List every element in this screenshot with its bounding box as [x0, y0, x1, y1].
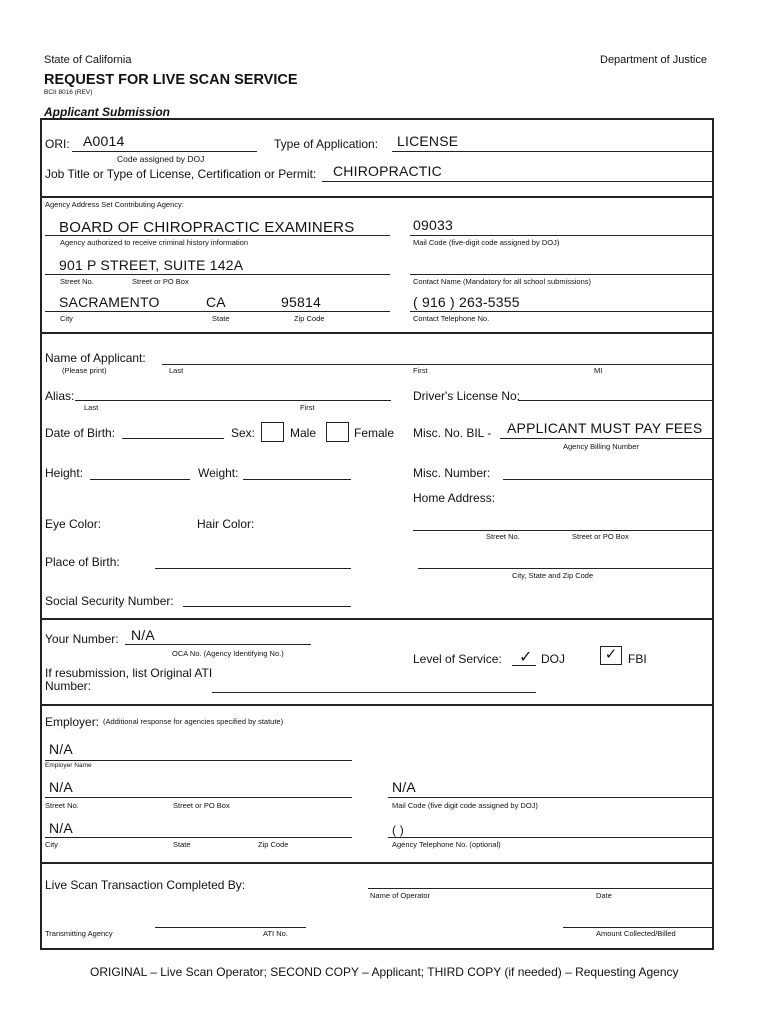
employer-mail-code-label: Mail Code (five digit code assigned by DOJ) — [392, 801, 538, 810]
employer-phone-label: Agency Telephone No. (optional) — [392, 840, 501, 849]
level-of-service-label: Level of Service: — [413, 652, 502, 666]
section-title: Applicant Submission — [44, 105, 171, 119]
form-number: BCII 8016 (REV) — [44, 89, 93, 96]
agency-zip-label: Zip Code — [294, 314, 325, 323]
male-label: Male — [290, 426, 317, 440]
resubmission-label-1: If resubmission, list Original ATI — [45, 666, 213, 680]
employer-zip-label: Zip Code — [258, 840, 289, 849]
type-of-application-label: Type of Application: — [274, 137, 379, 151]
misc-bil-label: Misc. No. BIL - — [413, 426, 492, 440]
city-state-zip-label: City, State and Zip Code — [512, 571, 594, 580]
agency-header: Agency Address Set Contributing Agency: — [45, 200, 184, 209]
job-title-label: Job Title or Type of License, Certification or Permit: — [45, 167, 317, 181]
employer-name[interactable]: N/A — [49, 741, 73, 757]
alias-first-label: First — [300, 403, 315, 412]
misc-number-label: Misc. Number: — [413, 466, 491, 480]
agency-name-label: Agency authorized to receive criminal history information — [60, 238, 249, 247]
eye-color-label: Eye Color: — [45, 517, 102, 531]
agency-street-po-label: Street or PO Box — [132, 277, 189, 286]
agency-zip[interactable]: 95814 — [281, 294, 321, 310]
employer-city-label: City — [45, 840, 58, 849]
ori-value[interactable]: A0014 — [83, 133, 125, 149]
live-scan-completed-label: Live Scan Transaction Completed By: — [45, 878, 246, 892]
home-street-no-label: Street No. — [486, 532, 520, 541]
place-of-birth-label: Place of Birth: — [45, 555, 120, 569]
oca-label: OCA No. (Agency Identifying No.) — [172, 649, 284, 658]
name-first-label: First — [413, 366, 428, 375]
home-address-label: Home Address: — [413, 491, 496, 505]
sex-label: Sex: — [231, 426, 256, 440]
doj-label: DOJ — [541, 652, 565, 666]
employer-note: (Additional response for agencies specified by statute) — [103, 717, 284, 726]
job-title-value[interactable]: CHIROPRACTIC — [333, 163, 442, 179]
applicant-name-label: Name of Applicant: — [45, 351, 146, 365]
ori-sublabel: Code assigned by DOJ — [117, 154, 205, 164]
dob-label: Date of Birth: — [45, 426, 116, 440]
agency-street-no-label: Street No. — [60, 277, 94, 286]
operator-label: Name of Operator — [370, 891, 431, 900]
male-checkbox[interactable] — [261, 422, 284, 442]
hair-color-label: Hair Color: — [197, 517, 255, 531]
employer-state-label: State — [173, 840, 191, 849]
female-label: Female — [354, 426, 395, 440]
agency-city[interactable]: SACRAMENTO — [59, 294, 160, 310]
department-label: Department of Justice — [600, 54, 707, 66]
agency-billing-label: Agency Billing Number — [563, 442, 639, 451]
employer-mail-code[interactable]: N/A — [392, 779, 416, 795]
doj-check[interactable]: ✓ — [519, 649, 533, 666]
employer-phone[interactable]: ( ) — [392, 823, 404, 837]
type-of-application-value[interactable]: LICENSE — [397, 133, 459, 149]
state-label: State of California — [44, 54, 132, 66]
ati-label: ATI No. — [263, 929, 288, 938]
weight-label: Weight: — [198, 466, 239, 480]
applicant-section — [40, 332, 714, 620]
agency-contact-label: Contact Name (Mandatory for all school submissions) — [413, 277, 591, 286]
misc-bil-value[interactable]: APPLICANT MUST PAY FEES — [507, 420, 703, 436]
height-label: Height: — [45, 466, 84, 480]
fbi-checkbox[interactable]: ✓ — [600, 646, 622, 665]
name-mi-label: MI — [594, 366, 603, 375]
agency-phone[interactable]: ( 916 ) 263-5355 — [413, 294, 520, 310]
form-title: REQUEST FOR LIVE SCAN SERVICE — [44, 72, 298, 88]
employer-city[interactable]: N/A — [49, 820, 73, 836]
agency-state[interactable]: CA — [206, 294, 226, 310]
your-number-label: Your Number: — [45, 632, 119, 646]
employer-name-label: Employer Name — [45, 762, 92, 769]
alias-label: Alias: — [45, 389, 75, 403]
home-street-po-label: Street or PO Box — [572, 532, 629, 541]
employer-section — [40, 704, 714, 864]
amount-label: Amount Collected/Billed — [596, 929, 676, 938]
agency-name[interactable]: BOARD OF CHIROPRACTIC EXAMINERS — [59, 219, 355, 236]
agency-state-label: State — [212, 314, 230, 323]
employer-street[interactable]: N/A — [49, 779, 73, 795]
name-last-label: Last — [169, 366, 184, 375]
transmitting-agency-label: Transmitting Agency — [45, 929, 113, 938]
agency-phone-label: Contact Telephone No. — [413, 314, 490, 323]
employer-label: Employer: — [45, 715, 100, 729]
agency-mail-code[interactable]: 09033 — [413, 217, 453, 233]
your-number-value[interactable]: N/A — [131, 627, 155, 643]
agency-mail-code-label: Mail Code (five-digit code assigned by DOJ) — [413, 238, 560, 247]
agency-street[interactable]: 901 P STREET, SUITE 142A — [59, 257, 244, 273]
employer-street-no-label: Street No. — [45, 801, 79, 810]
distribution-footer: ORIGINAL – Live Scan Operator; SECOND COPY – Applicant; THIRD COPY (if needed) – Requesting Agency — [90, 965, 679, 979]
please-print-label: (Please print) — [62, 366, 107, 375]
ssn-label: Social Security Number: — [45, 594, 174, 608]
female-checkbox[interactable] — [326, 422, 349, 442]
resubmission-label-2: Number: — [45, 679, 92, 693]
alias-last-label: Last — [84, 403, 99, 412]
agency-city-label: City — [60, 314, 73, 323]
drivers-license-label: Driver's License No: — [413, 389, 520, 403]
ori-label: ORI: — [45, 137, 70, 151]
employer-street-po-label: Street or PO Box — [173, 801, 230, 810]
fbi-label: FBI — [628, 652, 647, 666]
operator-date-label: Date — [596, 891, 612, 900]
